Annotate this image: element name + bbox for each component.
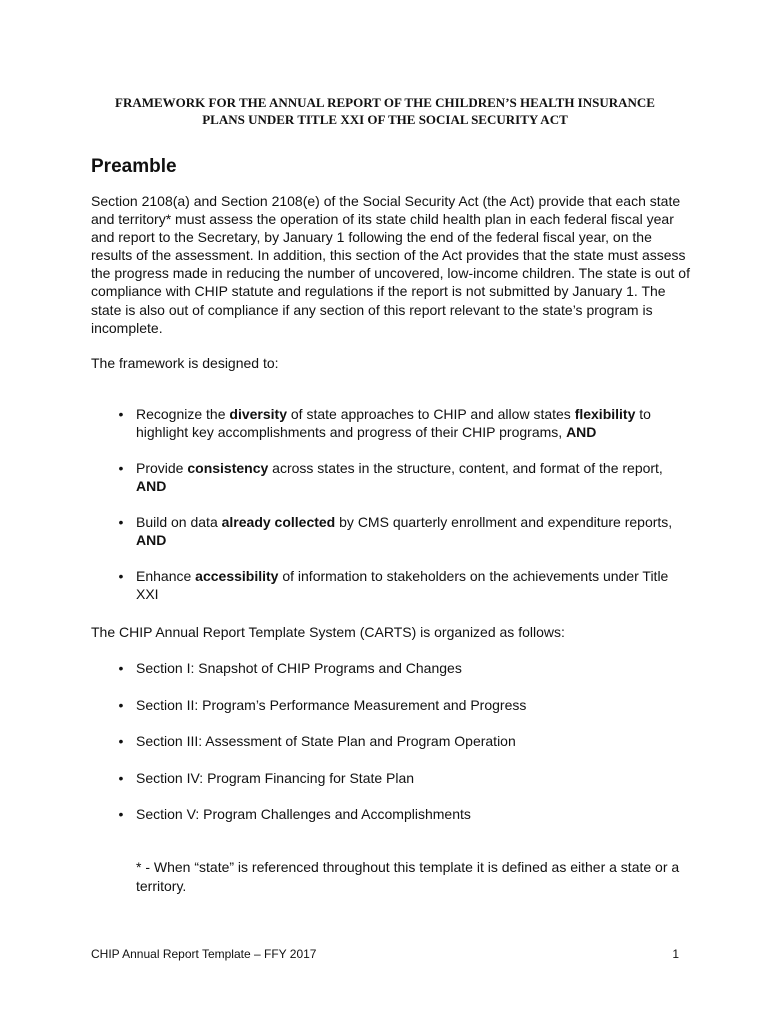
list-item: • Section I: Snapshot of CHIP Programs and Changes: [91, 659, 691, 677]
list-item: • Recognize the diversity of state approaches to CHIP and allow states flexibility to highlight key accomplishments and progress of their CHIP programs, AND: [91, 405, 691, 441]
list-item: • Build on data already collected by CMS quarterly enrollment and expenditure reports, AND: [91, 513, 691, 549]
framework-intro: The framework is designed to:: [91, 355, 279, 371]
bullet-icon: •: [118, 806, 124, 822]
footer-label: CHIP Annual Report Template – FFY 2017: [91, 947, 317, 961]
bullet-icon: •: [118, 696, 124, 713]
page-number: 1: [672, 947, 679, 961]
footnote: * - When “state” is referenced throughout this template it is defined as either a state or a territory.: [136, 859, 680, 894]
list-item: • Section IV: Program Financing for State Plan: [91, 769, 691, 787]
framework-list: [91, 405, 691, 621]
bullet-icon: •: [118, 769, 124, 786]
bullet-icon: •: [118, 733, 124, 749]
section-heading: Preamble: [91, 156, 177, 177]
list-item: • Enhance accessibility of information to stakeholders on the achievements under Title XXI: [91, 567, 691, 603]
list-item: • Provide consistency across states in the structure, content, and format of the report, AND: [91, 459, 691, 495]
bullet-icon: •: [118, 660, 124, 676]
bullet-icon: •: [118, 514, 124, 530]
title-line-1: FRAMEWORK FOR THE ANNUAL REPORT OF THE CHILDREN’S HEALTH INSURANCE: [115, 95, 655, 110]
list-item: • Section III: Assessment of State Plan and Program Operation: [91, 732, 691, 750]
bullet-icon: •: [118, 568, 124, 584]
bullet-icon: •: [118, 406, 124, 422]
title-line-2: PLANS UNDER TITLE XXI OF THE SOCIAL SECURITY ACT: [202, 112, 568, 127]
intro-paragraph: Section 2108(a) and Section 2108(e) of the Social Security Act (the Act) provide that each state and territory* must assess the operation of its state child health plan in each federal fiscal year and report to the Secretary, by January 1 following the end of the federal fiscal year, on the results of the assessment. In addition, this section of the Act provides that the state must assess the progress made in reducing the number of uncovered, low-income children. The state is out of compliance with CHIP statute and regulations if the report is not submitted by January 1. The state is also out of compliance if any section of this report relevant to the state’s program is incomplete.: [91, 193, 690, 336]
list-item: • Section V: Program Challenges and Accomplishments: [91, 805, 691, 823]
list-item: • Section II: Program’s Performance Measurement and Progress: [91, 696, 691, 714]
document-title: [60, 94, 710, 128]
carts-intro: The CHIP Annual Report Template System (CARTS) is organized as follows:: [91, 624, 565, 640]
sections-list: [91, 659, 691, 842]
bullet-icon: •: [118, 460, 124, 476]
